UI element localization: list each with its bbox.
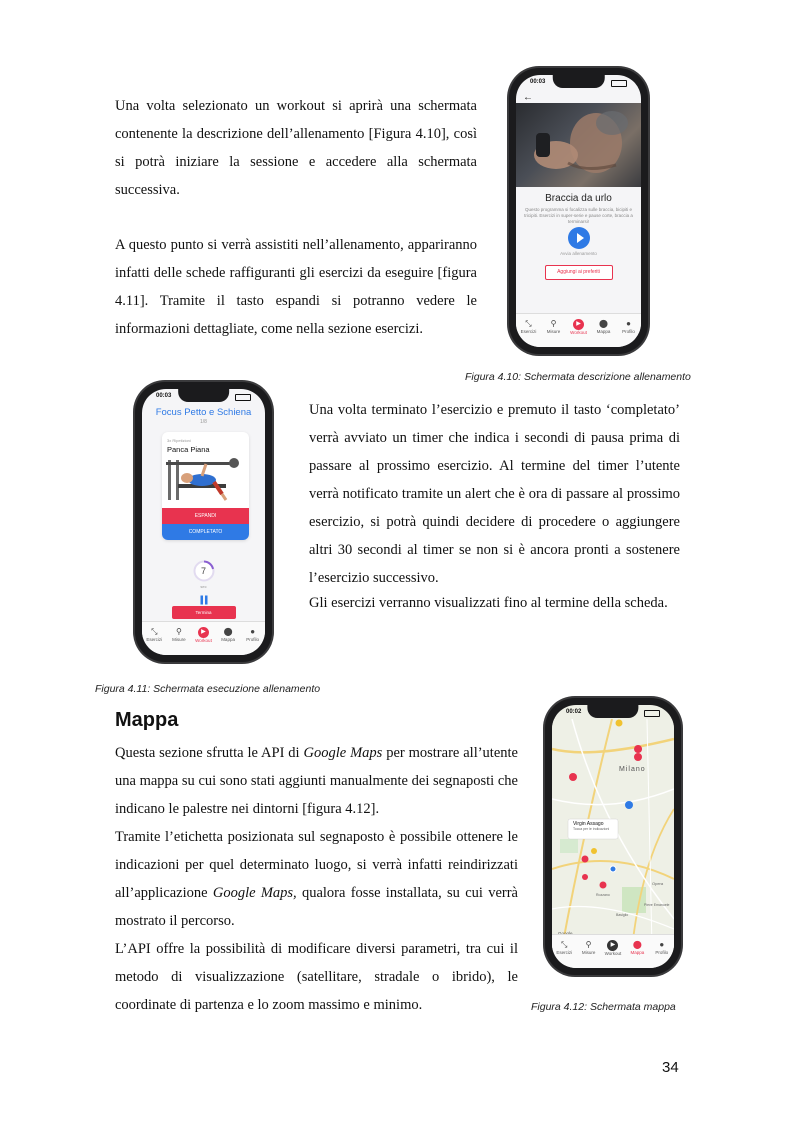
caption-figure-4-11: Figura 4.11: Schermata esecuzione allenamento	[95, 683, 321, 695]
bottom-tab-bar	[516, 313, 641, 347]
battery-icon	[235, 394, 251, 401]
tab-label: Workout	[195, 638, 212, 643]
paragraph-mappa-intro	[115, 739, 518, 823]
figure-4-12-phone	[545, 698, 681, 975]
status-time: 00:02	[566, 709, 582, 715]
add-favorites-button[interactable]: Aggiungi ai preferiti	[545, 265, 613, 280]
text-emphasis: Google Maps,	[212, 885, 297, 901]
text-run: Tramite l’etichetta posizionata sul segnaposto è possibile ottenere le indicazioni per quel determinato luogo, si verrà infatti reindirizzati all’applicazione	[115, 829, 518, 901]
skip-button[interactable]: Termina	[172, 606, 236, 619]
map-label-basiglio: Basiglio	[616, 913, 629, 917]
page-number: 34	[662, 1059, 679, 1076]
phone-notch	[552, 75, 605, 88]
tab-misure[interactable]	[576, 940, 600, 955]
paragraph-end-of-card: Gli esercizi verranno visualizzati fino al termine della scheda.	[309, 595, 668, 611]
paragraph-mappa-api: L’API offre la possibilità di modificare diversi parametri, tra cui il metodo di visualizzazione (satellitare, stradale o ibrido), le coordinate di partenza e lo zoom massimo e minimo.	[115, 941, 518, 1013]
status-time: 00:03	[530, 79, 546, 85]
tab-label: Mappa	[630, 950, 645, 955]
popup-title: Virgin Assago	[573, 821, 604, 827]
caption-figure-4-12: Figura 4.12: Schermata mappa	[531, 1001, 676, 1013]
map-screen	[552, 705, 674, 968]
phone-notch	[178, 389, 230, 402]
google-map[interactable]	[552, 719, 674, 948]
map-label-pieve: Pieve Emanuele	[644, 903, 670, 907]
tab-profilo[interactable]	[650, 940, 674, 955]
athlete-arms-illustration	[516, 103, 641, 187]
caption-figure-4-10: Figura 4.10: Schermata descrizione allenamento	[465, 371, 691, 383]
tab-label: Misure	[546, 329, 561, 334]
tab-label: Esercizi	[146, 637, 163, 642]
tab-label: Misure	[172, 637, 186, 642]
tab-workout[interactable]	[191, 627, 216, 643]
exercise-meta: 3x Ripetizioni	[167, 438, 191, 443]
tab-label: Profilo	[622, 329, 635, 334]
city-label: Milano	[619, 766, 646, 773]
tab-misure[interactable]	[167, 627, 192, 642]
text-run: per mostrare all’utente una mappa su cui sono stati aggiunti manualmente dei segnaposti che indicano le palestre nei dintorni [figura 4.12].	[115, 745, 518, 817]
workout-description-screen	[516, 75, 641, 347]
expand-button[interactable]: ESPANDI	[162, 508, 249, 524]
text-emphasis: Google Maps	[303, 745, 383, 761]
search-icon: ⚲	[175, 627, 182, 636]
workout-title: Braccia da urlo	[545, 193, 612, 204]
user-icon: ●	[626, 319, 631, 328]
bench-press-illustration	[162, 454, 246, 504]
figure-4-11-phone	[135, 382, 272, 662]
text-run: Questa sezione sfrutta le API di	[115, 745, 304, 761]
tab-label: Esercizi	[520, 329, 537, 334]
tab-mappa[interactable]	[216, 627, 241, 642]
popup-subtitle: Tocca per le indicazioni	[573, 827, 610, 831]
user-icon: ●	[659, 940, 665, 949]
phone-notch	[587, 705, 638, 718]
map-pin-icon: ⬤	[632, 940, 642, 949]
exercise-card	[162, 432, 249, 540]
timer-value: 7	[200, 566, 206, 576]
tab-label: Mappa	[596, 329, 611, 334]
workout-hero-image	[516, 103, 641, 187]
tab-profilo[interactable]	[240, 627, 265, 642]
play-circle-icon: ▶	[573, 319, 584, 330]
tab-label: Workout	[570, 330, 587, 335]
tab-mappa[interactable]	[625, 940, 649, 955]
map-pin-icon: ⬤	[599, 319, 608, 328]
start-workout-label: Avvia allenamento	[560, 251, 597, 256]
tab-label: Profilo	[246, 637, 260, 642]
section-heading-mappa: Mappa	[115, 709, 179, 731]
completed-button[interactable]: COMPLETATO	[162, 524, 249, 540]
workout-description-text: Questo programma si focalizza sulle braccia, bicipiti e tricipiti. Esercizi in super-serie e pause corte, braccia a terminarsi!	[524, 207, 633, 224]
tab-label: Esercizi	[556, 950, 573, 955]
back-arrow-icon[interactable]: ←	[523, 92, 533, 103]
tab-workout[interactable]	[601, 940, 625, 956]
timer-unit: sec	[200, 584, 207, 589]
pause-icon[interactable]	[199, 592, 209, 602]
tab-esercizi[interactable]	[516, 319, 541, 334]
battery-icon	[611, 80, 627, 87]
tab-label: Profilo	[655, 950, 669, 955]
arrows-icon: ⤡	[560, 940, 568, 949]
figure-4-10-phone	[509, 68, 648, 354]
bottom-tab-bar	[552, 934, 674, 968]
start-workout-button[interactable]	[568, 227, 590, 249]
bottom-tab-bar	[142, 621, 265, 655]
battery-icon	[644, 710, 660, 717]
tab-label: Mappa	[221, 637, 235, 642]
play-icon	[568, 227, 590, 249]
search-icon: ⚲	[585, 940, 592, 949]
text-run: qualora fosse installata, su cui verrà mostrato il percorso.	[115, 885, 518, 929]
status-time: 00:03	[156, 393, 172, 399]
arrows-icon: ⤡	[525, 319, 532, 328]
map-label-rozzano: Rozzano	[596, 893, 610, 897]
play-circle-icon: ▶	[607, 940, 618, 951]
user-icon: ●	[250, 627, 256, 636]
arrows-icon: ⤡	[151, 627, 158, 636]
tab-esercizi[interactable]	[552, 940, 576, 955]
tab-label: Workout	[604, 951, 622, 956]
tab-mappa[interactable]	[591, 319, 616, 334]
map-pin-icon: ⬤	[223, 627, 233, 636]
search-icon: ⚲	[550, 319, 557, 328]
tab-label: Misure	[581, 950, 596, 955]
tab-esercizi[interactable]	[142, 627, 167, 642]
session-title: Focus Petto e Schiena	[155, 407, 252, 418]
map-popup[interactable]	[570, 821, 618, 831]
map-label-opera: Opera	[652, 881, 664, 886]
paragraph-mappa-directions	[115, 823, 518, 935]
tab-misure[interactable]	[541, 319, 566, 334]
exercise-name: Panca Piana	[167, 445, 210, 454]
paragraph-timer: Una volta terminato l’esercizio e premuto il tasto ‘completato’ verrà avviato un timer che indica i secondi di pausa prima di passare al prossimo esercizio. Al termine del timer l’utente verrà notificato tramite un alert che è ora di passare al prossimo esercizio, si potrà quindi decidere di procedere o aggiungere altri 30 secondi al timer se non si è ancora pronti a sostenere l’esercizio successivo.	[309, 402, 680, 586]
play-circle-icon: ▶	[198, 627, 209, 638]
workout-execution-screen	[142, 389, 265, 655]
tab-profilo[interactable]	[616, 319, 641, 334]
session-progress: 1/8	[200, 419, 207, 425]
paragraph-assisted-training: A questo punto si verrà assistiti nell’allenamento, appariranno infatti delle schede raffiguranti gli esercizi da eseguire [figura 4.11]. Tramite il tasto espandi si potranno vedere le informazioni dettagliate, come nella sezione esercizi.	[115, 237, 477, 337]
paragraph-workout-selection: Una volta selezionato un workout si aprirà una schermata contenente la descrizione dell’allenamento [Figura 4.10], così si potrà iniziare la sessione e accedere alla schermata successiva.	[115, 98, 477, 198]
tab-workout[interactable]	[566, 319, 591, 335]
rest-timer	[193, 560, 215, 582]
